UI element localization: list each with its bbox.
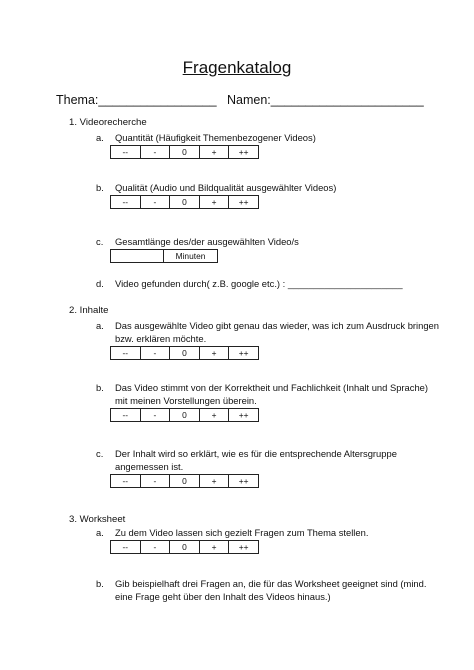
item-text: Gib beispielhaft drei Fragen an, die für das Worksheet geeignet sind (mind. [115, 578, 427, 589]
section-heading-worksheet: 3. Worksheet [69, 514, 126, 525]
rating-option[interactable]: 0 [170, 146, 200, 159]
rating-option[interactable]: + [199, 196, 229, 209]
rating-option[interactable]: -- [111, 196, 141, 209]
item-label: c. [96, 236, 104, 247]
item-text: Qualität (Audio und Bildqualität ausgewählter Videos) [115, 182, 337, 193]
rating-scale-table [110, 195, 259, 209]
rating-scale-table [110, 346, 259, 360]
rating-option[interactable]: + [199, 409, 229, 422]
rating-option[interactable]: 0 [170, 347, 200, 360]
item-text: Das ausgewählte Video gibt genau das wieder, was ich zum Ausdruck bringen [115, 320, 439, 331]
item-label: d. [96, 278, 104, 289]
item-text: Gesamtlänge des/der ausgewählten Video/s [115, 236, 299, 247]
item-text: Quantität (Häufigkeit Themenbezogener Videos) [115, 132, 316, 143]
item-text: Das Video stimmt von der Korrektheit und Fachlichkeit (Inhalt und Sprache) [115, 382, 429, 393]
rating-option[interactable]: -- [111, 146, 141, 159]
item-text[interactable]: Video gefunden durch( z.B. google etc.) : ______________________ [115, 278, 403, 289]
rating-option[interactable]: -- [111, 409, 141, 422]
rating-option[interactable]: + [199, 146, 229, 159]
rating-option[interactable]: 0 [170, 196, 200, 209]
item-label: b. [96, 182, 104, 193]
rating-option[interactable]: ++ [229, 146, 259, 159]
item-text-continued: eine Frage geht über den Inhalt des Videos hinaus.) [115, 591, 331, 602]
namen-field[interactable]: Namen:______________________ [227, 93, 424, 107]
item-label: b. [96, 578, 104, 589]
item-label: a. [96, 132, 104, 143]
rating-option[interactable]: ++ [229, 409, 259, 422]
item-text: Der Inhalt wird so erklärt, wie es für die entsprechende Altersgruppe [115, 448, 397, 459]
rating-option[interactable]: ++ [229, 347, 259, 360]
rating-scale-table [110, 145, 259, 159]
rating-option[interactable]: + [199, 347, 229, 360]
rating-option[interactable]: 0 [170, 409, 200, 422]
item-label: b. [96, 382, 104, 393]
item-text-continued: mit meinen Vorstellungen überein. [115, 395, 257, 406]
rating-option[interactable]: + [199, 475, 229, 488]
thema-field[interactable]: Thema:_________________ [56, 93, 217, 107]
minutes-input-box[interactable] [110, 249, 218, 263]
item-label: a. [96, 320, 104, 331]
rating-option[interactable]: 0 [170, 541, 200, 554]
rating-option[interactable]: + [199, 541, 229, 554]
rating-scale-table [110, 474, 259, 488]
rating-scale-table [110, 408, 259, 422]
minutes-unit-label: Minuten [175, 251, 206, 261]
item-label: c. [96, 448, 104, 459]
item-label: a. [96, 527, 104, 538]
rating-option[interactable]: 0 [170, 475, 200, 488]
rating-option[interactable]: - [140, 196, 170, 209]
rating-option[interactable]: - [140, 541, 170, 554]
rating-scale-table [110, 540, 259, 554]
rating-option[interactable]: - [140, 146, 170, 159]
rating-option[interactable]: ++ [229, 475, 259, 488]
rating-option[interactable]: -- [111, 475, 141, 488]
item-text-continued: bzw. erklären möchte. [115, 333, 207, 344]
rating-option[interactable]: - [140, 347, 170, 360]
page-title: Fragenkatalog [182, 58, 292, 77]
section-heading-videorecherche: 1. Videorecherche [69, 117, 147, 128]
item-text: Zu dem Video lassen sich gezielt Fragen zum Thema stellen. [115, 527, 369, 538]
rating-option[interactable]: - [140, 409, 170, 422]
rating-option[interactable]: - [140, 475, 170, 488]
rating-option[interactable]: ++ [229, 196, 259, 209]
item-text-continued: angemessen ist. [115, 461, 184, 472]
rating-option[interactable]: ++ [229, 541, 259, 554]
rating-option[interactable]: -- [111, 347, 141, 360]
rating-option[interactable]: -- [111, 541, 141, 554]
section-heading-inhalte: 2. Inhalte [69, 305, 109, 316]
